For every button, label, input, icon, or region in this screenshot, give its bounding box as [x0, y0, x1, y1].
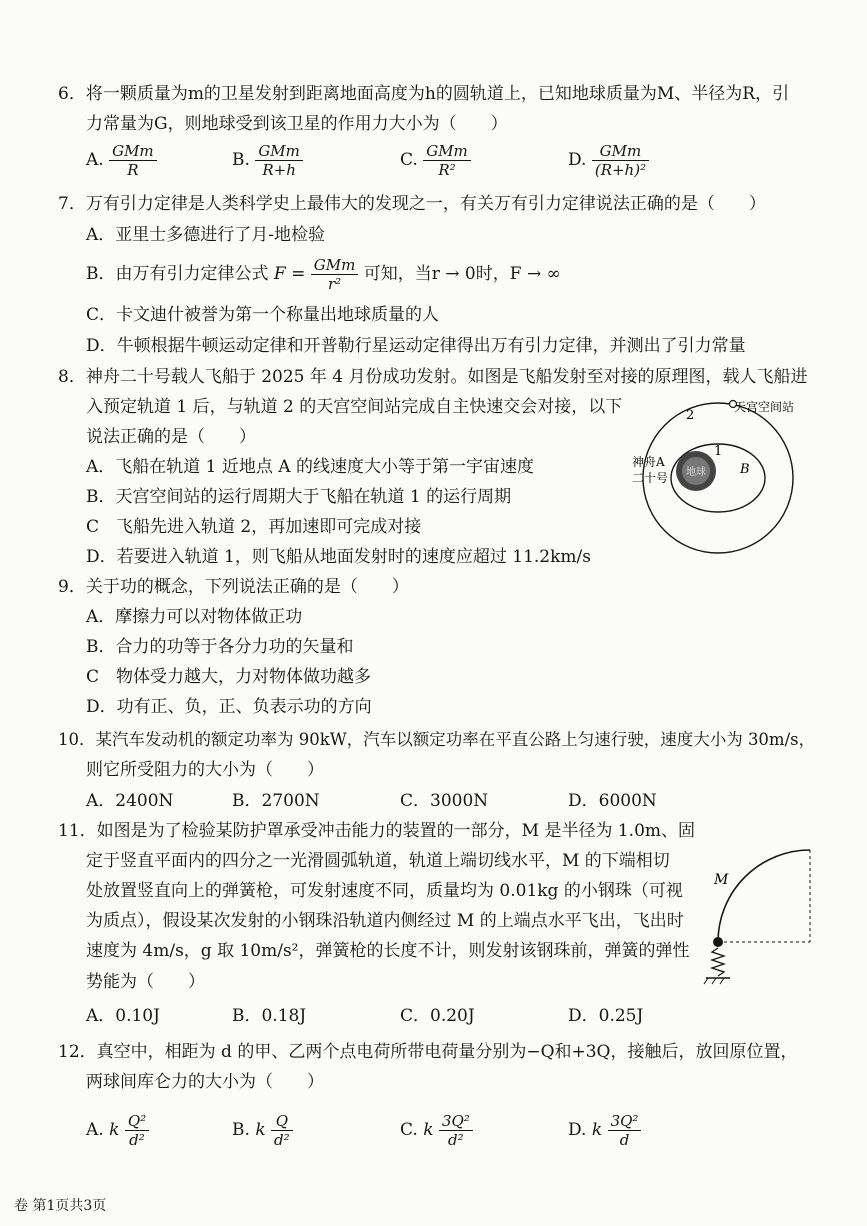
q12-option-b-label: B. — [232, 1120, 250, 1140]
q12-stem-line1: 12．真空中，相距为 d 的甲、乙两个点电荷所带电荷量分别为−Q和+3Q，接触后，放回原位置， — [58, 1042, 798, 1062]
q7-option-b-fraction — [311, 256, 359, 293]
q12-option-b — [232, 1112, 293, 1149]
q6-option-c-numerator: GMm — [423, 142, 471, 161]
q12-option-c-label: C. — [400, 1120, 418, 1140]
orbit-1-label: 1 — [714, 444, 723, 459]
q12-option-b-numerator: Q — [271, 1112, 293, 1131]
ground-hatch-1 — [704, 978, 708, 984]
q8-orbit-figure — [630, 396, 820, 556]
q6-option-c-denominator: R² — [438, 161, 456, 179]
q7-option-c: C．卡文迪什被誉为第一个称量出地球质量的人 — [86, 305, 440, 325]
steel-ball — [713, 937, 723, 947]
q11-stem-line5: 速度为 4m/s，g 取 10m/s²，弹簧枪的长度不计，则发射该钢珠前，弹簧的弹性 — [86, 941, 690, 961]
q12-option-c — [400, 1112, 473, 1149]
q6-option-b — [232, 142, 303, 179]
q12-option-a-denominator: d² — [129, 1131, 145, 1149]
q7-option-d: D．牛顿根据牛顿运动定律和开普勒行星运动定律得出万有引力定律，并测出了引力常量 — [86, 336, 746, 356]
q6-option-b-fraction — [255, 142, 303, 179]
q11-option-d: D．0.25J — [568, 1006, 644, 1026]
q11-stem-line2: 定于竖直平面内的四分之一光滑圆弧轨道，轨道上端切线水平，M 的下端相切 — [86, 851, 670, 871]
q6-option-c — [400, 142, 471, 179]
q6-option-b-label: B. — [232, 150, 250, 170]
q12-option-a-label: A. — [86, 1120, 104, 1140]
q9-stem: 9．关于功的概念，下列说法正确的是（ ） — [58, 577, 409, 597]
point-b-label: B — [740, 462, 750, 477]
q10-option-d: D．6000N — [568, 791, 657, 811]
q9-option-d: D．功有正、负，正、负表示功的方向 — [86, 697, 372, 717]
q12-option-d-numerator: 3Q² — [608, 1112, 642, 1131]
q6-stem-line1: 6．将一颗质量为m的卫星发射到距离地面高度为h的圆轨道上，已知地球质量为M、半径为R，引 — [58, 84, 790, 104]
q12-option-d-denominator: d — [619, 1131, 630, 1149]
q12-option-c-numerator: 3Q² — [439, 1112, 473, 1131]
q12-option-d-fraction — [608, 1112, 642, 1149]
q7-option-a: A．亚里士多德进行了月-地检验 — [86, 225, 326, 245]
q11-stem-line3: 处放置竖直向上的弹簧枪，可发射速度不同，质量均为 0.01kg 的小钢珠（可视 — [86, 881, 683, 901]
q7-option-b-denominator: r² — [327, 275, 342, 293]
q10-stem-line2: 则它所受阻力的大小为（ ） — [86, 760, 324, 780]
q10-option-c: C．3000N — [400, 791, 489, 811]
q12-option-a-k: k — [109, 1120, 120, 1140]
q12-option-a-fraction — [125, 1112, 149, 1149]
q8-stem-line1: 8．神舟二十号载人飞船于 2025 年 4 月份成功发射。如图是飞船发射至对接的原理图，载人飞船进 — [58, 367, 808, 387]
q6-option-a-denominator: R — [127, 161, 139, 179]
q6-option-d-numerator: GMm — [592, 142, 649, 161]
q7-option-b — [86, 256, 561, 293]
page-footer: 卷 第1页共3页 — [14, 1198, 107, 1214]
space-station-label: 天宫空间站 — [734, 400, 795, 414]
q8-stem-line2: 入预定轨道 1 后，与轨道 2 的天宫空间站完成自主快速交会对接，以下 — [86, 397, 623, 417]
q8-option-a: A．飞船在轨道 1 近地点 A 的线速度大小等于第一宇宙速度 — [86, 457, 534, 477]
q8-option-d: D．若要进入轨道 1，则飞船从地面发射时的速度应超过 11.2km/s — [86, 547, 591, 567]
q6-option-d — [568, 142, 649, 179]
q7-option-b-suffix: 可知，当r → 0时，F → ∞ — [363, 264, 561, 284]
q8-option-b: B．天宫空间站的运行周期大于飞船在轨道 1 的运行周期 — [86, 487, 512, 507]
q6-option-b-denominator: R+h — [262, 161, 296, 179]
q10-stem-line1: 10．某汽车发动机的额定功率为 90kW，汽车以额定功率在平直公路上匀速行驶，速度大小为 30m/s， — [58, 730, 816, 749]
q6-option-a-label: A. — [86, 150, 104, 170]
q11-option-c: C．0.20J — [400, 1006, 475, 1026]
q6-option-c-label: C. — [400, 150, 418, 170]
q12-option-c-fraction — [439, 1112, 473, 1149]
q12-option-c-denominator: d² — [448, 1131, 464, 1149]
q11-stem-line4: 为质点），假设某次发射的小钢珠沿轨道内侧经过 M 的上端点水平飞出，飞出时 — [86, 911, 684, 931]
orbit-2-label: 2 — [686, 408, 695, 423]
q12-option-a-numerator: Q² — [125, 1112, 149, 1131]
q12-stem-line2: 两球间库仑力的大小为（ ） — [86, 1072, 324, 1092]
q11-arc-track-figure — [700, 832, 830, 992]
q9-option-b: B．合力的功等于各分力功的矢量和 — [86, 637, 354, 657]
q6-option-a — [86, 142, 157, 179]
q8-option-c: C 飞船先进入轨道 2，再加速即可完成对接 — [86, 517, 422, 537]
q6-option-a-numerator: GMm — [109, 142, 157, 161]
q11-stem-line1: 11．如图是为了检验某防护罩承受冲击能力的装置的一部分，M 是半径为 1.0m、固 — [58, 821, 696, 841]
arc-label-m: M — [714, 872, 729, 888]
spring-gun — [712, 948, 724, 976]
q6-option-d-denominator: (R+h)² — [594, 161, 647, 179]
q6-option-d-fraction — [592, 142, 649, 179]
q7-option-b-numerator: GMm — [311, 256, 359, 275]
q6-option-c-fraction — [423, 142, 471, 179]
q12-option-b-denominator: d² — [274, 1131, 290, 1149]
ground-hatch-2 — [712, 978, 716, 984]
q12-option-b-fraction — [271, 1112, 293, 1149]
q12-option-b-k: k — [255, 1120, 266, 1140]
q7-option-b-formula-lhs: F = — [273, 264, 306, 284]
q6-option-a-fraction — [109, 142, 157, 179]
q12-option-d-k: k — [591, 1120, 603, 1140]
earth-label: 地球 — [686, 467, 706, 478]
quarter-arc-track — [718, 850, 810, 942]
q11-stem-line6: 势能为（ ） — [86, 972, 205, 992]
q9-option-c: C 物体受力越大，力对物体做功越多 — [86, 667, 372, 687]
q12-option-d-label: D. — [568, 1120, 587, 1140]
q10-option-a: A．2400N — [86, 791, 174, 811]
q10-option-b: B．2700N — [232, 791, 320, 811]
ship-label-line1: 神舟A — [632, 455, 665, 469]
q12-option-d — [568, 1112, 641, 1149]
ground-hatch-3 — [720, 978, 724, 984]
q11-option-a: A．0.10J — [86, 1006, 160, 1026]
ship-label-line2: 二十号 — [632, 471, 669, 485]
q6-stem-line2: 力常量为G，则地球受到该卫星的作用力大小为（ ） — [86, 114, 508, 134]
q7-stem: 7．万有引力定律是人类科学史上最伟大的发现之一，有关万有引力定律说法正确的是（ ） — [58, 194, 766, 214]
q9-option-a: A．摩擦力可以对物体做正功 — [86, 607, 303, 627]
q12-option-a — [86, 1112, 149, 1149]
q11-option-b: B．0.18J — [232, 1006, 307, 1026]
q7-option-b-prefix: B．由万有引力定律公式 — [86, 264, 269, 284]
q6-option-d-label: D. — [568, 150, 587, 170]
q6-option-b-numerator: GMm — [255, 142, 303, 161]
q8-stem-line3: 说法正确的是（ ） — [86, 427, 256, 447]
q12-option-c-k: k — [423, 1120, 434, 1140]
